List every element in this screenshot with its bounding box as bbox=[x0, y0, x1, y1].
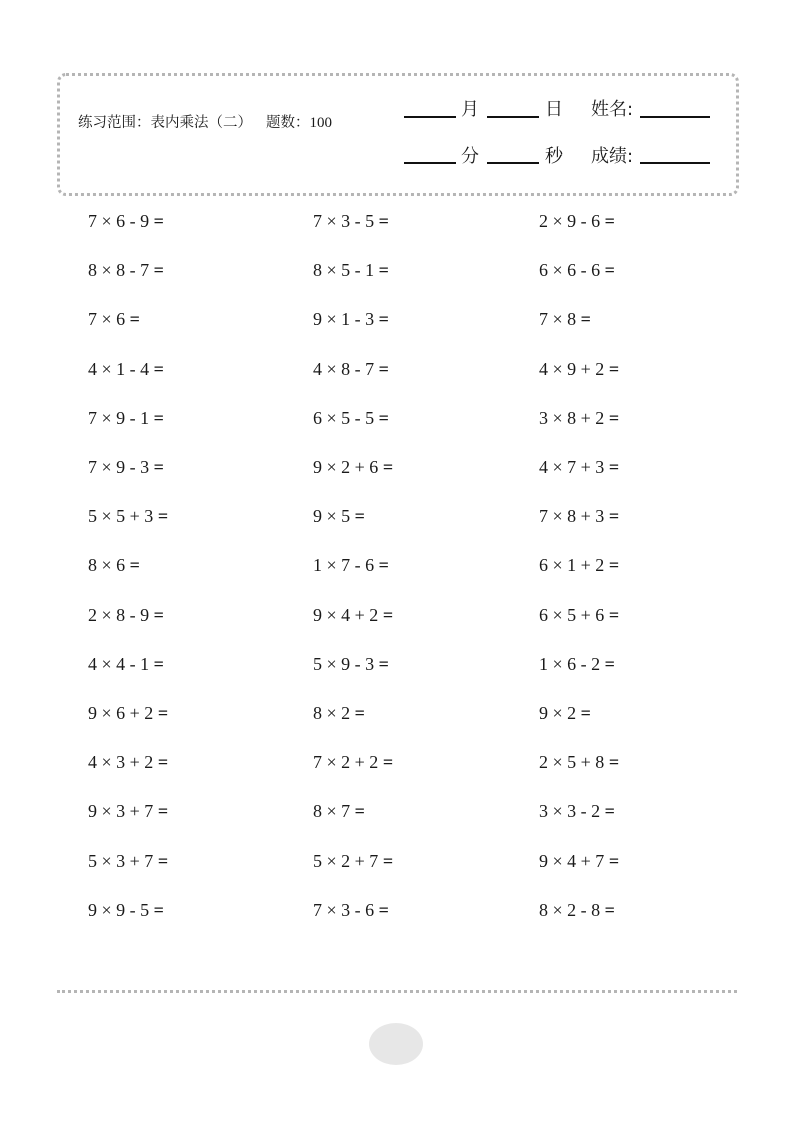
problem-expression: 4 × 8 - 7 bbox=[313, 359, 375, 379]
equals-sign: = bbox=[153, 605, 164, 625]
problem-expression: 9 × 4 + 7 bbox=[539, 851, 605, 871]
equals-sign: = bbox=[153, 457, 164, 477]
footer-divider bbox=[57, 990, 737, 993]
day-blank[interactable] bbox=[487, 116, 539, 118]
math-problem bbox=[88, 851, 168, 871]
problem-expression: 6 × 6 - 6 bbox=[539, 260, 601, 280]
math-problem bbox=[313, 654, 389, 674]
minute-blank[interactable] bbox=[404, 162, 456, 164]
problem-expression: 7 × 6 - 9 bbox=[88, 211, 150, 231]
equals-sign: = bbox=[378, 309, 389, 329]
math-problem bbox=[88, 408, 164, 428]
math-problem bbox=[313, 703, 365, 723]
problem-expression: 4 × 3 + 2 bbox=[88, 752, 154, 772]
problem-expression: 7 × 9 - 3 bbox=[88, 457, 150, 477]
math-problem bbox=[313, 457, 393, 477]
problem-expression: 6 × 5 - 5 bbox=[313, 408, 375, 428]
score-label: 成绩: bbox=[591, 146, 634, 167]
problem-expression: 5 × 2 + 7 bbox=[313, 851, 379, 871]
math-problem bbox=[88, 457, 164, 477]
problem-expression: 4 × 1 - 4 bbox=[88, 359, 150, 379]
problem-expression: 9 × 6 + 2 bbox=[88, 703, 154, 723]
problem-expression: 7 × 8 bbox=[539, 309, 577, 329]
problem-expression: 9 × 2 bbox=[539, 703, 577, 723]
equals-sign: = bbox=[153, 408, 164, 428]
math-problem bbox=[539, 654, 615, 674]
problem-expression: 9 × 3 + 7 bbox=[88, 801, 154, 821]
equals-sign: = bbox=[604, 211, 615, 231]
name-blank[interactable] bbox=[640, 116, 710, 118]
equals-sign: = bbox=[604, 900, 615, 920]
math-problem bbox=[539, 359, 619, 379]
problem-expression: 3 × 3 - 2 bbox=[539, 801, 601, 821]
equals-sign: = bbox=[608, 752, 620, 772]
equals-sign: = bbox=[382, 605, 394, 625]
math-problem bbox=[88, 309, 140, 329]
math-problem bbox=[313, 801, 365, 821]
problem-expression: 6 × 5 + 6 bbox=[539, 605, 605, 625]
equals-sign: = bbox=[157, 506, 169, 526]
equals-sign: = bbox=[580, 309, 591, 329]
problem-expression: 4 × 9 + 2 bbox=[539, 359, 605, 379]
math-problem bbox=[88, 801, 168, 821]
math-problem bbox=[313, 752, 393, 772]
page-number-badge bbox=[369, 1023, 423, 1065]
problem-expression: 8 × 5 - 1 bbox=[313, 260, 375, 280]
math-problem bbox=[539, 309, 591, 329]
score-blank[interactable] bbox=[640, 162, 710, 164]
math-problem bbox=[539, 408, 619, 428]
problem-expression: 1 × 7 - 6 bbox=[313, 555, 375, 575]
second-blank[interactable] bbox=[487, 162, 539, 164]
problem-expression: 2 × 5 + 8 bbox=[539, 752, 605, 772]
math-problem bbox=[539, 506, 619, 526]
problem-expression: 8 × 7 bbox=[313, 801, 351, 821]
problem-expression: 2 × 9 - 6 bbox=[539, 211, 601, 231]
math-problem bbox=[539, 900, 615, 920]
exercise-info bbox=[78, 114, 332, 132]
math-problem bbox=[88, 900, 164, 920]
math-problem bbox=[88, 260, 164, 280]
problem-expression: 7 × 8 + 3 bbox=[539, 506, 605, 526]
equals-sign: = bbox=[608, 457, 620, 477]
math-problem bbox=[539, 851, 619, 871]
math-problem bbox=[88, 359, 164, 379]
equals-sign: = bbox=[354, 506, 365, 526]
equals-sign: = bbox=[608, 359, 620, 379]
equals-sign: = bbox=[129, 309, 140, 329]
equals-sign: = bbox=[608, 506, 620, 526]
equals-sign: = bbox=[608, 408, 620, 428]
range-label: 练习范围：表内乘法（二） bbox=[78, 115, 252, 131]
math-problem bbox=[313, 359, 389, 379]
header-box bbox=[57, 73, 739, 196]
problem-expression: 4 × 7 + 3 bbox=[539, 457, 605, 477]
problem-expression: 9 × 4 + 2 bbox=[313, 605, 379, 625]
math-problem bbox=[539, 457, 619, 477]
equals-sign: = bbox=[129, 555, 140, 575]
problem-expression: 9 × 5 bbox=[313, 506, 351, 526]
equals-sign: = bbox=[153, 211, 164, 231]
problem-expression: 7 × 6 bbox=[88, 309, 126, 329]
math-problem bbox=[313, 408, 389, 428]
equals-sign: = bbox=[580, 703, 591, 723]
equals-sign: = bbox=[157, 801, 169, 821]
math-problem bbox=[539, 703, 591, 723]
problem-expression: 1 × 6 - 2 bbox=[539, 654, 601, 674]
math-problem bbox=[313, 555, 389, 575]
equals-sign: = bbox=[378, 900, 389, 920]
equals-sign: = bbox=[604, 260, 615, 280]
count-value: 100 bbox=[309, 115, 332, 131]
math-problem bbox=[88, 752, 168, 772]
problem-expression: 5 × 5 + 3 bbox=[88, 506, 154, 526]
math-problem bbox=[539, 605, 619, 625]
equals-sign: = bbox=[354, 703, 365, 723]
equals-sign: = bbox=[153, 359, 164, 379]
math-problem bbox=[88, 654, 164, 674]
equals-sign: = bbox=[153, 260, 164, 280]
minute-label: 分 bbox=[461, 146, 479, 167]
equals-sign: = bbox=[378, 260, 389, 280]
equals-sign: = bbox=[604, 654, 615, 674]
equals-sign: = bbox=[157, 703, 169, 723]
math-problem bbox=[539, 752, 619, 772]
problem-expression: 8 × 2 - 8 bbox=[539, 900, 601, 920]
problem-expression: 5 × 3 + 7 bbox=[88, 851, 154, 871]
second-label: 秒 bbox=[545, 146, 563, 167]
math-problem bbox=[539, 801, 615, 821]
equals-sign: = bbox=[608, 851, 620, 871]
problem-expression: 6 × 1 + 2 bbox=[539, 555, 605, 575]
equals-sign: = bbox=[157, 752, 169, 772]
count-label: 题数： bbox=[266, 115, 310, 131]
math-problem bbox=[313, 260, 389, 280]
math-problem bbox=[313, 900, 389, 920]
problem-expression: 9 × 1 - 3 bbox=[313, 309, 375, 329]
equals-sign: = bbox=[378, 359, 389, 379]
problem-expression: 7 × 3 - 6 bbox=[313, 900, 375, 920]
math-problem bbox=[313, 605, 393, 625]
equals-sign: = bbox=[157, 851, 169, 871]
problem-expression: 7 × 3 - 5 bbox=[313, 211, 375, 231]
equals-sign: = bbox=[382, 457, 394, 477]
equals-sign: = bbox=[604, 801, 615, 821]
problem-expression: 9 × 2 + 6 bbox=[313, 457, 379, 477]
equals-sign: = bbox=[608, 605, 620, 625]
day-label: 日 bbox=[545, 99, 563, 120]
equals-sign: = bbox=[608, 555, 620, 575]
math-problem bbox=[539, 211, 615, 231]
problem-expression: 7 × 9 - 1 bbox=[88, 408, 150, 428]
problem-expression: 3 × 8 + 2 bbox=[539, 408, 605, 428]
problem-expression: 5 × 9 - 3 bbox=[313, 654, 375, 674]
equals-sign: = bbox=[354, 801, 365, 821]
problem-expression: 2 × 8 - 9 bbox=[88, 605, 150, 625]
math-problem bbox=[539, 260, 615, 280]
math-problem bbox=[88, 605, 164, 625]
math-problem bbox=[88, 211, 164, 231]
month-label: 月 bbox=[461, 99, 479, 120]
math-problem bbox=[313, 211, 389, 231]
name-label: 姓名: bbox=[591, 99, 634, 120]
math-problem bbox=[313, 309, 389, 329]
problem-expression: 9 × 9 - 5 bbox=[88, 900, 150, 920]
problem-expression: 8 × 8 - 7 bbox=[88, 260, 150, 280]
problem-expression: 4 × 4 - 1 bbox=[88, 654, 150, 674]
equals-sign: = bbox=[378, 654, 389, 674]
problem-expression: 8 × 6 bbox=[88, 555, 126, 575]
math-problem bbox=[313, 506, 365, 526]
equals-sign: = bbox=[378, 211, 389, 231]
math-problem bbox=[88, 703, 168, 723]
equals-sign: = bbox=[382, 752, 394, 772]
math-problem bbox=[313, 851, 393, 871]
equals-sign: = bbox=[382, 851, 394, 871]
equals-sign: = bbox=[153, 900, 164, 920]
equals-sign: = bbox=[153, 654, 164, 674]
math-problem bbox=[88, 506, 168, 526]
equals-sign: = bbox=[378, 555, 389, 575]
problem-expression: 7 × 2 + 2 bbox=[313, 752, 379, 772]
math-problem bbox=[539, 555, 619, 575]
math-problem bbox=[88, 555, 140, 575]
equals-sign: = bbox=[378, 408, 389, 428]
month-blank[interactable] bbox=[404, 116, 456, 118]
problem-expression: 8 × 2 bbox=[313, 703, 351, 723]
